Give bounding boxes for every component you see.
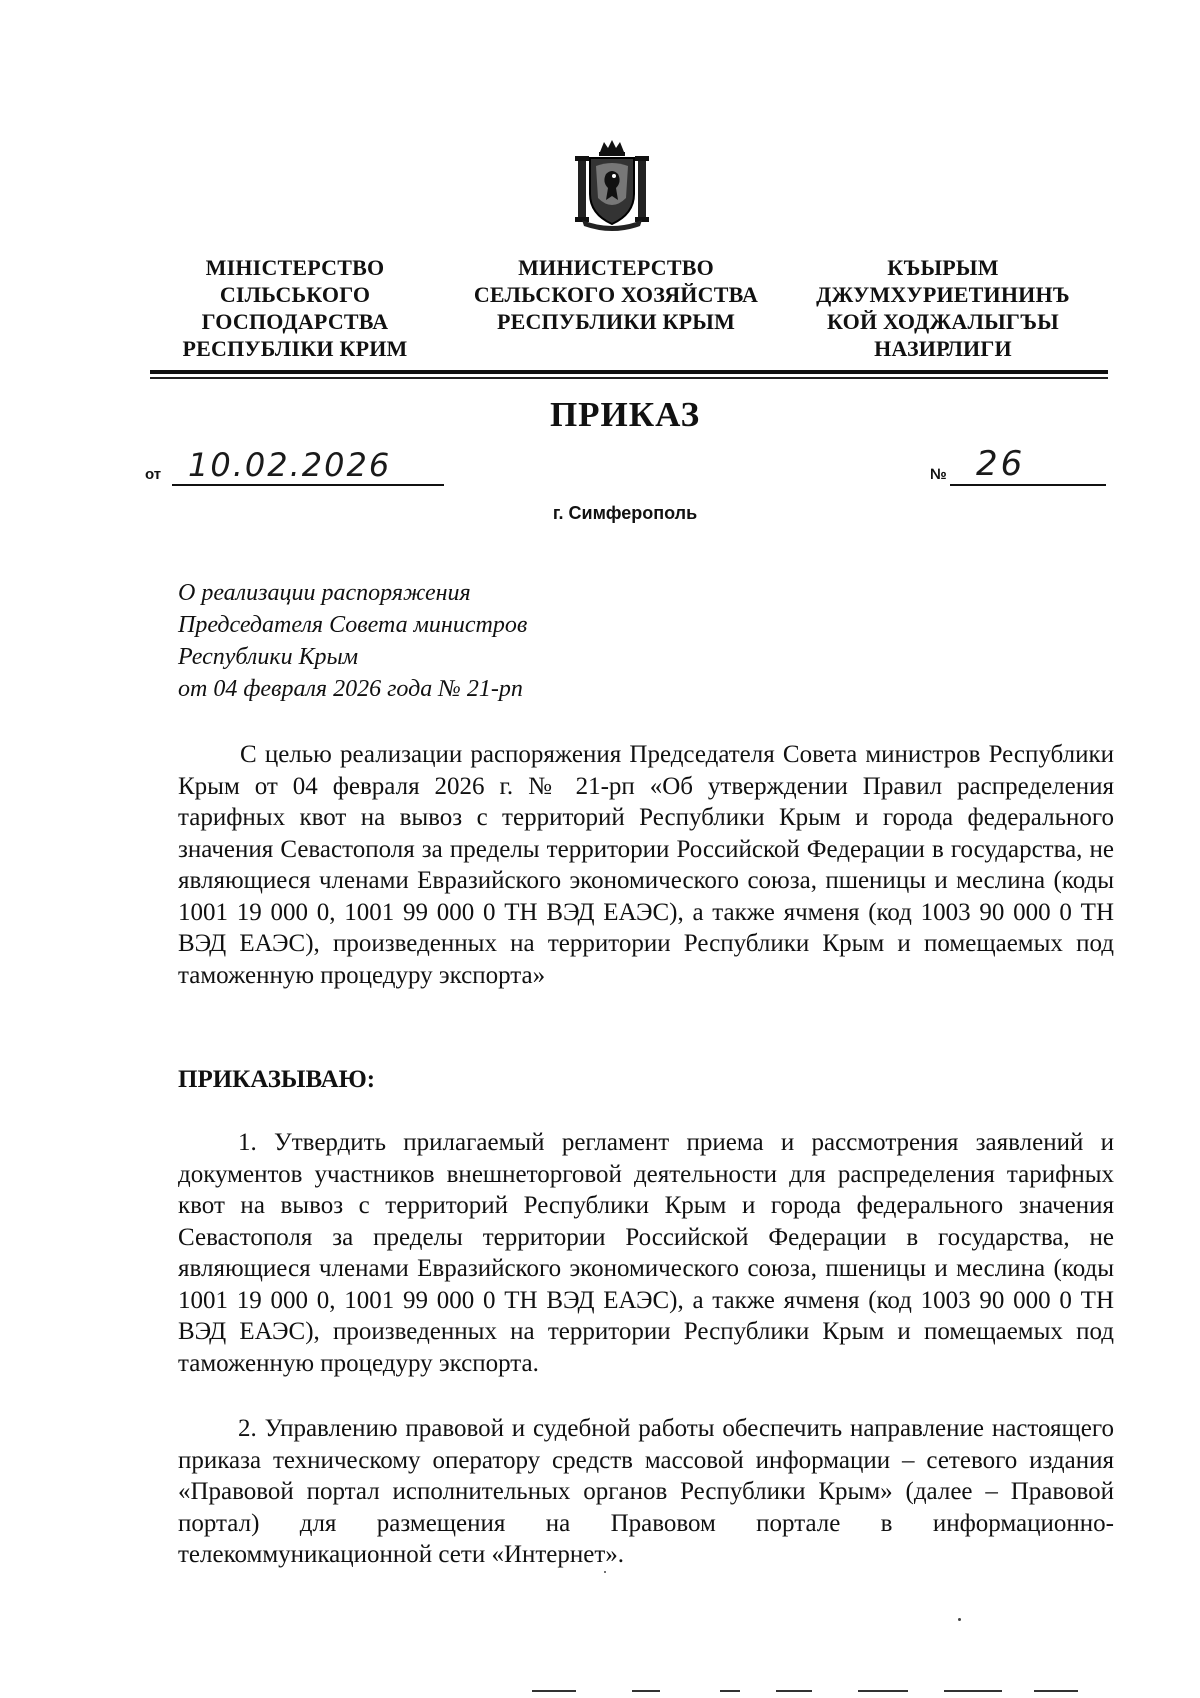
scan-edge-mark	[776, 1690, 812, 1692]
header-ministry-crimean-tatar	[808, 254, 1078, 362]
header-line: ДЖУМХУРИЕТИНИНЪ	[816, 282, 1070, 307]
header-divider-thick	[150, 370, 1108, 374]
order-item-1: 1. Утвердить прилагаемый регламент приема и рассмотрения заявлений и документов участников внешнеторговой деятельности для распределения тарифных квот на вывоз с территорий Республики Крым и города федерального значения Севастополя за пределы территории Российской Федерации в государства, не являющиеся членами Евразийского экономического союза, пшеницы и меслина (коды 1001 19 000 0, 1001 99 000 0 ТН ВЭД ЕАЭС), а также ячменя (код 1003 90 000 0 ТН ВЭД ЕАЭС), произведенных на территории Республики Крым и помещаемых под таможенную процедуру экспорта.	[178, 1129, 1114, 1377]
scan-edge-mark	[632, 1690, 660, 1692]
document-type-title: ПРИКАЗ	[549, 395, 701, 434]
subject-line: Республики Крым	[178, 644, 359, 670]
header-line: МИНИСТЕРСТВО	[518, 255, 714, 280]
header-line: СІЛЬСЬКОГО	[219, 282, 371, 307]
header-line: РЕСПУБЛИКИ КРЫМ	[496, 309, 736, 334]
scan-edge-mark	[944, 1690, 1002, 1692]
number-label: №	[930, 466, 947, 483]
subject-line: О реализации распоряжения	[178, 580, 471, 606]
document-subject	[178, 577, 878, 705]
coat-of-arms-emblem	[572, 138, 652, 232]
order-verb-heading: ПРИКАЗЫВАЮ:	[178, 1066, 376, 1093]
scan-edge-mark	[532, 1690, 576, 1692]
date-label: от	[145, 466, 162, 483]
preamble-paragraph: С целью реализации распоряжения Председателя Совета министров Республики Крым от 04 февраля 2026 г. № 21-рп «Об утверждении Правил распределения тарифных квот на вывоз с территорий Республики Крым и города федерального значения Севастополя за пределы территории Российской Федерации в государства, не являющиеся членами Евразийского экономического союза, пшеницы и меслина (коды 1001 19 000 0, 1001 99 000 0 ТН ВЭД ЕАЭС), а также ячменя (код 1003 90 000 0 ТН ВЭД ЕАЭС), произведенных на территории Республики Крым и помещаемых под таможенную процедуру экспорта»	[178, 741, 1114, 989]
number-field	[950, 446, 1106, 486]
scan-speck	[604, 1571, 606, 1573]
header-ministry-ukrainian	[165, 254, 425, 362]
handwritten-date: 10.02.2026	[188, 446, 392, 484]
subject-line: от 04 февраля 2026 года № 21-рп	[178, 676, 523, 702]
header-line: КОЙ ХОДЖАЛЫГЪЫ	[827, 309, 1059, 334]
header-divider-thin	[150, 377, 1108, 379]
header-line: КЪЫРЫМ	[887, 255, 999, 280]
header-line: РЕСПУБЛІКИ КРИМ	[182, 336, 408, 361]
header-ministry-russian	[456, 254, 776, 335]
city-name: г. Симферополь	[552, 503, 698, 523]
scan-edge-mark	[720, 1690, 740, 1692]
header-line: НАЗИРЛИГИ	[874, 336, 1012, 361]
scan-edge-mark	[858, 1690, 908, 1692]
scan-speck	[958, 1618, 961, 1621]
header-line: СЕЛЬСКОГО ХОЗЯЙСТВА	[473, 282, 759, 307]
header-line: ГОСПОДАРСТВА	[201, 309, 389, 334]
order-item-2: 2. Управлению правовой и судебной работы обеспечить направление настоящего приказа техническому оператору средств массовой информации – сетевого издания «Правовой портал исполнительных органов Республики Крым» (далее – Правовой портал) для размещения на Правовом портале в информационно-телекоммуникационной сети «Интернет».	[178, 1415, 1114, 1568]
header-line: МІНІСТЕРСТВО	[205, 255, 385, 280]
handwritten-number: 26	[976, 444, 1026, 484]
scan-edge-mark	[1034, 1690, 1078, 1692]
date-field	[172, 446, 444, 486]
subject-line: Председателя Совета министров	[178, 612, 528, 638]
